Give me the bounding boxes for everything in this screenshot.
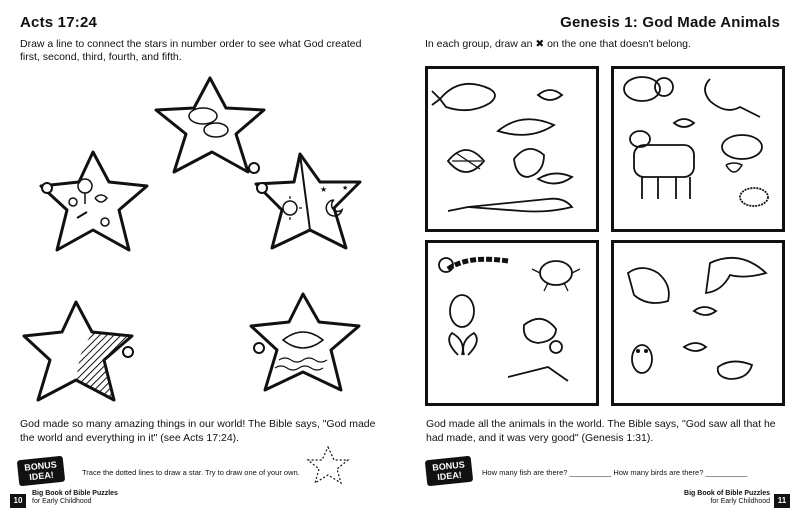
star-land-plants-icon xyxy=(35,146,160,261)
star-water-icon xyxy=(245,288,375,403)
right-page-number: 11 xyxy=(774,494,790,508)
dotted-star-icon xyxy=(306,444,350,486)
left-bonus-text: Trace the dotted lines to draw a star. Try to draw one of your own. xyxy=(82,468,300,477)
right-footer-subtitle: for Early Childhood xyxy=(710,498,770,505)
bugs-panel[interactable] xyxy=(425,240,599,406)
right-footer xyxy=(684,490,770,506)
star-sun-moon-icon xyxy=(250,148,380,263)
birds-panel[interactable] xyxy=(611,240,785,406)
instruction-before: In each group, draw an xyxy=(425,38,533,50)
sea-animals-panel[interactable] xyxy=(425,66,599,232)
bonus-idea-badge: BONUS IDEA! xyxy=(17,456,65,487)
left-footer-title: Big Book of Bible Puzzles xyxy=(32,490,118,497)
right-footer-title: Big Book of Bible Puzzles xyxy=(684,490,770,497)
left-page-heading: Acts 17:24 xyxy=(20,14,98,31)
right-page xyxy=(400,0,800,519)
animal-groups-grid xyxy=(425,66,785,406)
right-bonus-text: How many fish are there? __________ How many birds are there? __________ xyxy=(482,468,748,477)
svg-text:★: ★ xyxy=(320,185,328,194)
left-page-caption: God made so many amazing things in our world! The Bible says, "God made the world and everything in it" (see Acts 17:24). xyxy=(20,418,376,444)
left-footer-subtitle: for Early Childhood xyxy=(32,498,92,505)
land-animals-panel[interactable] xyxy=(611,66,785,232)
x-mark-icon: ✖ xyxy=(535,38,545,50)
left-footer xyxy=(32,490,118,506)
svg-text:★: ★ xyxy=(342,184,349,192)
right-page-instruction xyxy=(425,38,785,51)
instruction-after: on the one that doesn't belong. xyxy=(547,38,691,50)
right-page-caption: God made all the animals in the world. The Bible says, "God saw all that he had made, and it was very good" (Genesis 1:31). xyxy=(426,418,776,444)
left-page-number: 10 xyxy=(10,494,26,508)
left-page-instruction: Draw a line to connect the stars in number order to see what God created first, second, third, fourth, and fifth. xyxy=(20,38,362,63)
bonus-idea-badge: BONUS IDEA! xyxy=(425,456,473,487)
right-page-heading: Genesis 1: God Made Animals xyxy=(560,14,780,31)
star-light-dark-icon xyxy=(18,296,148,411)
